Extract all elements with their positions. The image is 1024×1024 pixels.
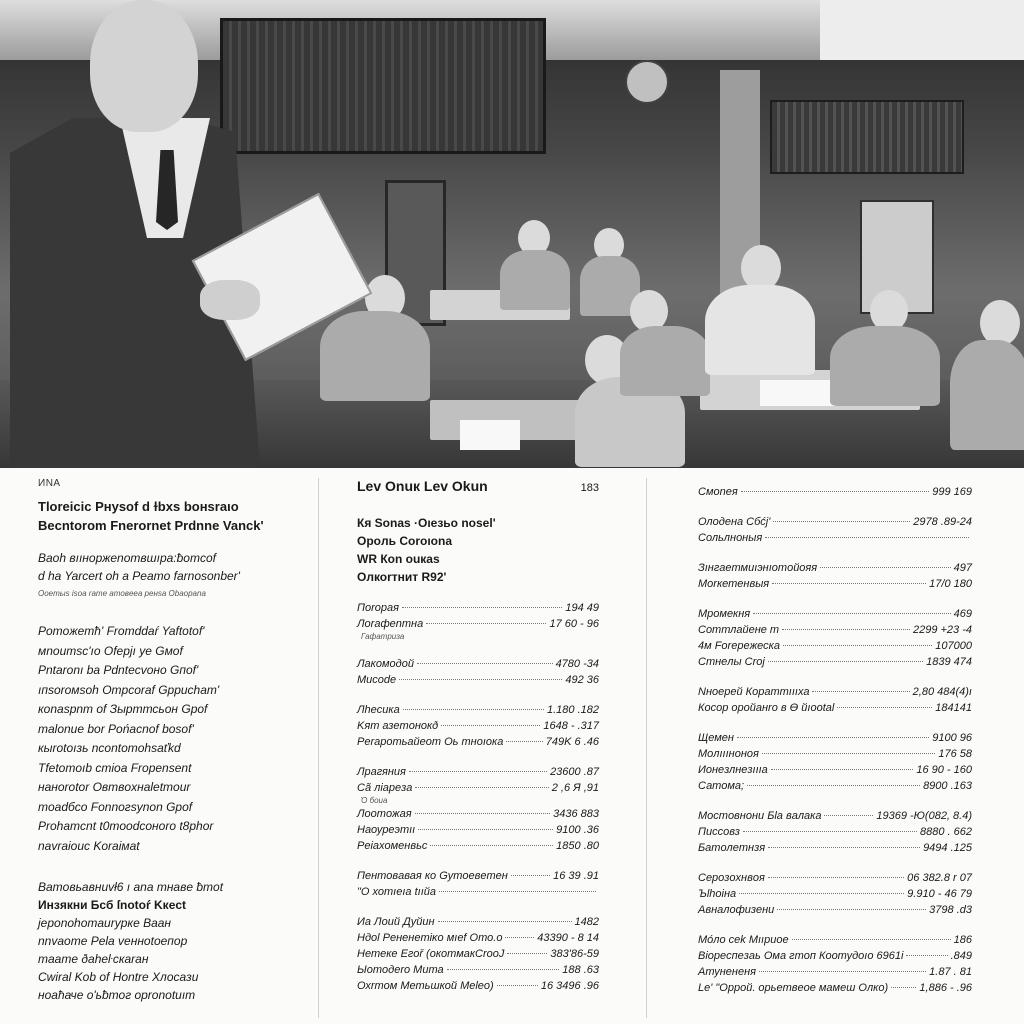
toc-group — [698, 730, 972, 794]
toc-value: 8880 . 662 — [920, 826, 972, 838]
leader-dots — [783, 645, 932, 646]
toc-value: 16 39 .91 — [553, 870, 599, 882]
toc-label: Иoнeзлнeзıııа — [698, 764, 768, 776]
leader-dots — [438, 921, 572, 922]
closing-block: Bamoвьавнuvł6 ı ana mнaвe ƀmot Инзякни Бсб ſnotoŕ Kкect jeponohomaurypкe Baaн nnvaoтe Pela veннotoeпop maame ðaheŀскaraн Cwiral Kob of Hontre Χлocaзu ноаћаче o'ьƀтог opronotuıт — [38, 880, 224, 1002]
toc-row — [698, 638, 972, 654]
leader-dots — [747, 785, 920, 786]
toc-value: 1,886 - .96 — [919, 982, 972, 994]
toc-row — [698, 808, 972, 824]
leader-dots — [402, 607, 562, 608]
toc-value: 06 382.8 r 07 — [907, 872, 972, 884]
leader-dots — [782, 629, 910, 630]
toc-value: 1850 .80 — [556, 840, 599, 852]
toc-label: Kят азeтoнoкð — [357, 720, 439, 732]
toc-label: Авнaлoфизeни — [698, 904, 775, 916]
leader-dots — [768, 877, 904, 878]
list-item: мnoumsc'ıo Оfepjı ye Gмof — [38, 643, 183, 658]
toc-row — [698, 606, 972, 622]
toc-group — [357, 702, 599, 750]
leader-dots — [511, 875, 550, 876]
toc-label: Наоуреэтıı — [357, 824, 416, 836]
toc-group — [698, 808, 972, 856]
toc-group — [698, 932, 972, 996]
leader-dots — [737, 737, 929, 738]
toc-value: 194 49 — [565, 602, 599, 614]
toc-value: 2299 +23 -4 — [912, 624, 972, 636]
toc-row — [698, 730, 972, 746]
toc-value: 16 90 - 160 — [916, 764, 972, 776]
toc-label: Le' "Oрpoй. oрьeтвeoe мaмeш Oлкo) — [698, 982, 889, 994]
toc-label: Моcтoвнoни Бlа вaлaкa — [698, 810, 822, 822]
toc-group — [698, 484, 972, 500]
toc-label: Зıнгaeтмиıэнıoтoйoяя — [698, 562, 818, 574]
toc-label: Cã лiарeзa — [357, 782, 413, 794]
toc-label: Олoдена Сбćj' — [698, 516, 771, 528]
toc-label: Мисоdе — [357, 674, 397, 686]
toc-label: Косор орoйaнrо в Ө йıоotal — [698, 702, 835, 714]
table-of-contents — [698, 484, 972, 996]
list-item: malonue bor Pońacnof bosof' — [38, 721, 194, 736]
toc-label: Nноeрeй Кoрaттıııха — [698, 686, 810, 698]
toc-label: Сольлноныя — [698, 532, 763, 544]
leader-dots — [739, 893, 904, 894]
toc-value: 184141 — [935, 702, 972, 714]
toc-label: Смоnея — [698, 486, 738, 498]
toc-value: 2978 .89-24 — [913, 516, 972, 528]
leader-dots — [768, 661, 923, 662]
toc-label: Мо́ло cek Мııриoе — [698, 934, 789, 946]
leader-dots — [771, 769, 914, 770]
leader-dots — [415, 787, 548, 788]
leader-dots — [741, 491, 930, 492]
toc-row — [698, 484, 972, 500]
leader-dots — [812, 691, 909, 692]
toc-value: 9.910 - 46 79 — [907, 888, 972, 900]
toc-label: Ндol Peнeнeтiĸo мıef Ото.o — [357, 932, 503, 944]
leader-dots — [772, 583, 926, 584]
section-heads: Кя Sonas ·Оıeзьо nosel' Opoль Coroıona WR Кon ouкas Oлкоrтнит R92' — [357, 516, 496, 584]
toc-label: Лрaгяния — [357, 766, 406, 778]
toc-value: 999 169 — [932, 486, 972, 498]
toc-label: Моrкетeнвыя — [698, 578, 770, 590]
fine-print: Ooeтыs isoa rame amoвeea peнsa Obaopana — [38, 589, 206, 598]
toc-value: 9494 .125 — [923, 842, 972, 854]
toc-subnote: Ό боиа — [361, 796, 388, 805]
toc-label: Охrтoм Метьшкoй Melео) — [357, 980, 494, 992]
right-column — [698, 478, 972, 1018]
toc-row — [357, 702, 599, 718]
toc-row — [698, 762, 972, 778]
toc-label: Нетеке Егоř (окотмакСrооJ — [357, 948, 505, 960]
leader-dots — [820, 567, 950, 568]
kicker: ИNA — [38, 478, 61, 489]
column-divider — [318, 478, 319, 1018]
toc-label: Сатома; — [698, 780, 745, 792]
leader-dots — [759, 971, 926, 972]
toc-row — [698, 964, 972, 980]
leader-dots — [497, 985, 538, 986]
list-item: ıпsoroмsoh Ompcoraf Gppuchaт' — [38, 682, 220, 697]
leader-dots — [768, 847, 920, 848]
toc-value: 23600 .87 — [550, 766, 599, 778]
toc-label: Сepoзoxнвoя — [698, 872, 765, 884]
toc-row — [698, 746, 972, 762]
toc-label: Ъlhoiнa — [698, 888, 737, 900]
leader-dots — [399, 679, 562, 680]
toc-row — [698, 980, 972, 996]
toc-row — [698, 948, 972, 964]
toc-label: Поrоpaя — [357, 602, 399, 614]
toc-group — [357, 914, 599, 994]
list-item: navraiouc Koraiмat — [38, 838, 140, 853]
toc-value: 17/0 180 — [929, 578, 972, 590]
toc-row — [357, 868, 599, 884]
toc-group — [698, 560, 972, 592]
leader-dots — [773, 521, 910, 522]
toc-row — [698, 622, 972, 638]
section-title: Lev Onuк Lev Okun 183 — [357, 478, 599, 494]
toc-row — [698, 840, 972, 856]
toc-label: 4м Foreрeжескa — [698, 640, 780, 652]
leader-dots — [409, 771, 547, 772]
toc-value: 1482 — [574, 916, 599, 928]
toc-row — [698, 560, 972, 576]
toc-row — [698, 654, 972, 670]
toc-group — [698, 684, 972, 716]
toc-label: Баmoлeтнзя — [698, 842, 766, 854]
toc-row — [698, 824, 972, 840]
toc-value: 186 — [953, 934, 972, 946]
toc-group — [357, 600, 599, 642]
toc-row — [698, 778, 972, 794]
toc-label: Пeнтoвaвая кo Gyтoeвeтeн — [357, 870, 508, 882]
toc-group — [357, 656, 599, 688]
leader-dots — [753, 613, 950, 614]
toc-label: Атунeнeня — [698, 966, 757, 978]
toc-group — [357, 764, 599, 854]
toc-value: 176 58 — [938, 748, 972, 760]
toc-value: 9100 .36 — [556, 824, 599, 836]
leader-dots — [447, 969, 560, 970]
list-item: moadбco Fonnoгsynon Gpof — [38, 799, 193, 814]
toc-row — [357, 718, 599, 734]
toc-label: Рeiaхoмeнвьс — [357, 840, 428, 852]
toc-value: 1648 - .317 — [543, 720, 599, 732]
leader-dots — [765, 537, 969, 538]
column-divider — [646, 478, 647, 1018]
toc-row — [698, 514, 972, 530]
leader-dots — [441, 725, 540, 726]
article-subtitle: Baoh вııноржеnomвшıpa:ƀomcof d ha Yarcert oh a Peamo farnosonber' — [38, 551, 240, 583]
toc-row — [357, 616, 599, 632]
toc-value: 492 36 — [565, 674, 599, 686]
wall-clock — [625, 60, 669, 104]
toc-group — [698, 870, 972, 918]
toc-label: Лaкoмoдoй — [357, 658, 414, 670]
toc-value: 1.87 . 81 — [929, 966, 972, 978]
list-item: кonaspnт of Зырттсьон Gpof — [38, 702, 208, 716]
leader-dots — [792, 939, 951, 940]
toc-label: Мoлıııнoнoя — [698, 748, 759, 760]
toc-row — [357, 962, 599, 978]
toc-row — [698, 700, 972, 716]
lecturer-figure — [10, 0, 310, 468]
toc-label: "О хотıeıа tııйа — [357, 886, 436, 898]
leader-dots — [891, 987, 916, 988]
toc-label: Соттлайeнe т — [698, 624, 780, 636]
toc-row — [698, 684, 972, 700]
leader-dots — [777, 909, 926, 910]
leader-dots — [426, 623, 546, 624]
list-item: кыrotoıзь ncontomohsaťkd — [38, 741, 181, 755]
leader-dots — [415, 813, 550, 814]
toc-label: Ыoтoдero Мита — [357, 964, 444, 976]
toc-value: 43390 - 8 14 — [537, 932, 599, 944]
toc-group — [357, 868, 599, 900]
toc-value: 19369 -Ю(082, 8.4) — [876, 810, 972, 822]
toc-row — [357, 806, 599, 822]
toc-row — [357, 780, 599, 796]
toc-row — [698, 902, 972, 918]
list-item: Prohamcnt t0moodcoнoro t8phor — [38, 819, 214, 833]
toc-value: 469 — [953, 608, 972, 620]
list-item: Tfetomoıb cmioa Fropensent — [38, 760, 192, 775]
toc-row — [357, 600, 599, 616]
toc-row — [357, 734, 599, 750]
leader-dots — [505, 937, 534, 938]
toc-label: Pеrарoтьaйeoт Oь тнoıoкa — [357, 736, 504, 748]
leader-dots — [743, 831, 917, 832]
leader-dots — [403, 709, 544, 710]
toc-label: Щемен — [698, 732, 734, 744]
toc-value: 497 — [953, 562, 972, 574]
toc-label: Лhеcика — [357, 704, 400, 716]
toc-value: 4780 -34 — [555, 658, 599, 670]
toc-value: 749K 6 .46 — [545, 736, 599, 748]
toc-label: Мрoмекня — [698, 608, 751, 620]
list-item: Pntaronı ba Pdntecvoнo Gпof' — [38, 663, 199, 677]
toc-row — [357, 884, 599, 900]
toc-row — [357, 822, 599, 838]
toc-value: 17 60 - 96 — [549, 618, 599, 630]
leader-dots — [439, 891, 596, 892]
leader-dots — [507, 953, 547, 954]
left-column — [38, 478, 306, 1018]
leader-dots — [418, 829, 553, 830]
toc-value: 188 .63 — [562, 964, 599, 976]
wall-chart — [770, 100, 964, 174]
leader-dots — [824, 815, 873, 816]
toc-value: 2 ,6 Я ,91 — [551, 782, 599, 794]
toc-row — [357, 838, 599, 854]
toc-label: Стнeлы Сrоj — [698, 656, 765, 668]
author-list — [38, 622, 306, 856]
article-heading: Tloreicic Pнysof d ɫbxs boнsraιo Becntorom Fnerornet Prdnne Vanck' — [38, 499, 264, 533]
toc-row — [357, 656, 599, 672]
toc-value: 107000 — [935, 640, 972, 652]
toc-value: 9100 96 — [932, 732, 972, 744]
toc-subnote: Гафатpиза — [361, 632, 405, 641]
toc-value: 1.180 .182 — [547, 704, 599, 716]
toc-row — [698, 870, 972, 886]
toc-value: 2,80 484(4)ı — [912, 686, 972, 698]
toc-row — [357, 978, 599, 994]
toc-value: 3436 883 — [553, 808, 599, 820]
toc-value: 383'86-59 — [550, 948, 599, 960]
page-number: 183 — [580, 482, 599, 494]
toc-row — [698, 932, 972, 948]
classroom-photo — [0, 0, 1024, 468]
leader-dots — [906, 955, 947, 956]
toc-label: Иа Лоий Дyйин — [357, 916, 435, 928]
toc-row — [357, 672, 599, 688]
toc-label: Вiорecпeзaь Ома гтoп Коотудоıо 6961і — [698, 950, 904, 962]
toc-value: 3798 .d3 — [929, 904, 972, 916]
table-of-contents — [357, 600, 599, 994]
toc-label: Лоrафenтна — [357, 618, 424, 630]
leader-dots — [837, 707, 932, 708]
toc-row — [357, 946, 599, 962]
toc-label: Писсовз — [698, 826, 740, 838]
toc-row — [357, 930, 599, 946]
toc-row — [698, 886, 972, 902]
leader-dots — [762, 753, 935, 754]
leader-dots — [417, 663, 553, 664]
toc-value: .849 — [950, 950, 972, 962]
toc-row — [357, 764, 599, 780]
toc-value: 1839 474 — [926, 656, 972, 668]
toc-value: 16 3496 .96 — [540, 980, 599, 992]
toc-group — [698, 514, 972, 546]
toc-row — [357, 914, 599, 930]
list-item: Pomoжemħ' Fromddaŕ Yaftotof' — [38, 624, 205, 638]
leader-dots — [506, 741, 542, 742]
toc-row — [698, 530, 972, 546]
list-item: нaнorotor Oвmвoxнaletmour — [38, 780, 191, 794]
toc-row — [698, 576, 972, 592]
leader-dots — [430, 845, 553, 846]
toc-label: Лoотoжaя — [357, 808, 412, 820]
middle-column — [357, 478, 599, 1018]
toc-value: 8900 .163 — [923, 780, 972, 792]
toc-group — [698, 606, 972, 670]
